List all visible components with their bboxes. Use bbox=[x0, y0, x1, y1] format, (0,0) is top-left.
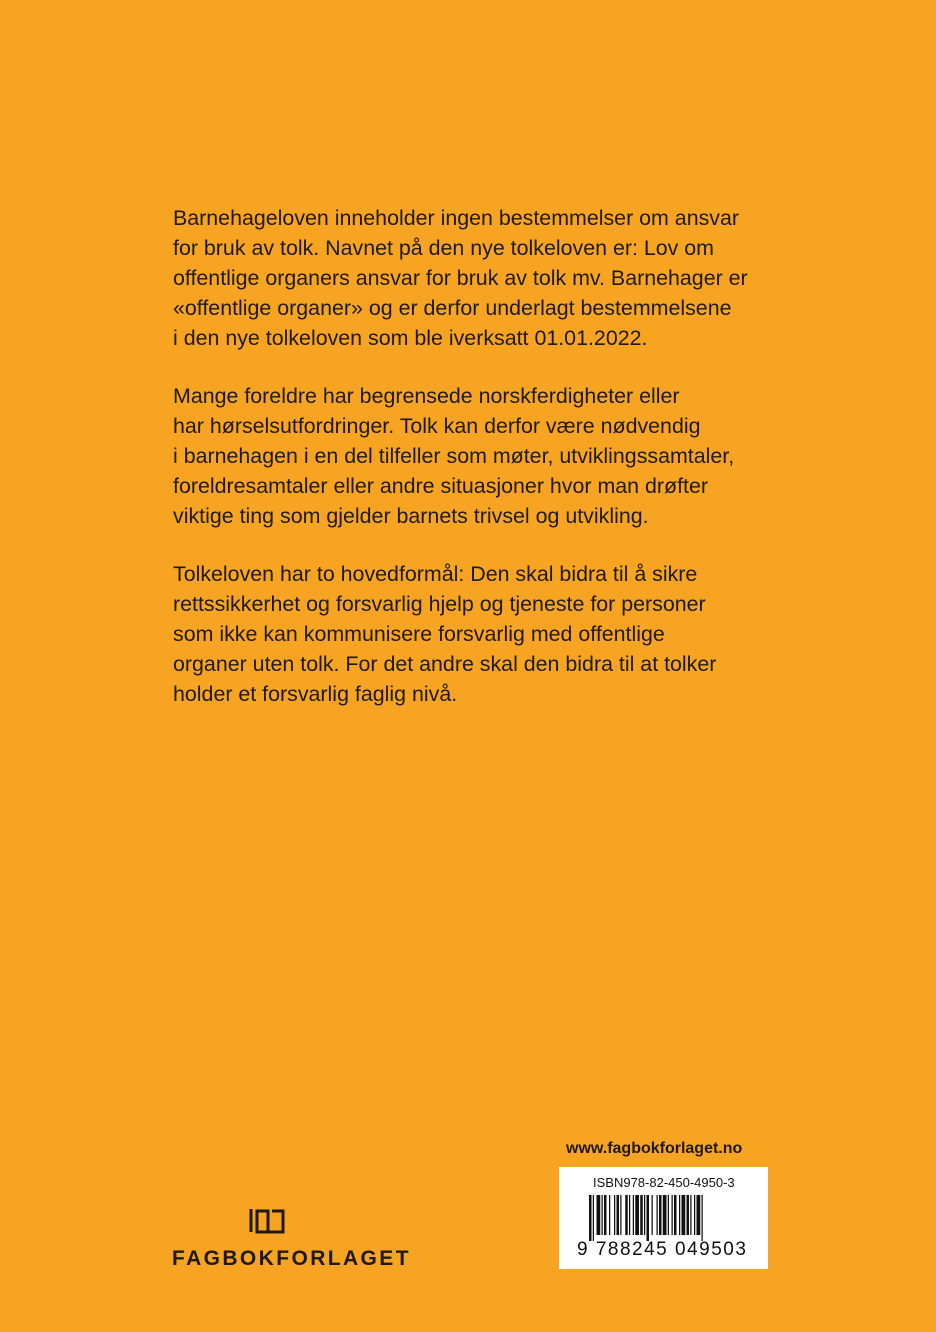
text-line: offentlige organers ansvar for bruk av tolk mv. Barnehager er bbox=[173, 266, 748, 290]
barcode-bar bbox=[604, 1195, 607, 1235]
barcode-bar bbox=[647, 1195, 650, 1241]
barcode-bar bbox=[674, 1195, 677, 1235]
publisher-name: FAGBOKFORLAGET bbox=[172, 1247, 411, 1270]
barcode-bar bbox=[657, 1195, 658, 1235]
barcode-bar bbox=[635, 1195, 639, 1235]
back-cover-text bbox=[173, 203, 813, 737]
barcode-bar bbox=[697, 1195, 701, 1235]
barcode-bar bbox=[672, 1195, 673, 1235]
barcode-bar bbox=[620, 1195, 621, 1235]
text-line: Tolkeloven har to hovedformål: Den skal bidra til å sikre bbox=[173, 562, 698, 586]
isbn-barcode bbox=[559, 1167, 768, 1269]
barcode-bar bbox=[659, 1195, 662, 1235]
barcode-bar bbox=[702, 1195, 703, 1241]
barcode-bar bbox=[694, 1195, 695, 1235]
barcode-bar bbox=[682, 1195, 686, 1235]
text-line: holder et forsvarlig faglig nivå. bbox=[173, 682, 458, 706]
barcode-digits: 9 788245 049503 bbox=[577, 1239, 748, 1260]
publisher-website[interactable]: www.fagbokforlaget.no bbox=[566, 1140, 743, 1157]
paragraph-3 bbox=[173, 559, 813, 709]
text-line: i barnehagen i en del tilfeller som møter, utviklingssamtaler, bbox=[173, 444, 735, 468]
barcode-bar bbox=[629, 1195, 630, 1235]
barcode-icon bbox=[589, 1195, 739, 1241]
text-line: som ikke kan kommunisere forsvarlig med offentlige bbox=[173, 622, 665, 646]
book-logo-icon bbox=[248, 1205, 288, 1235]
barcode-bar bbox=[687, 1195, 690, 1235]
barcode-bar bbox=[589, 1195, 592, 1241]
text-line: for bruk av tolk. Navnet på den nye tolkeloven er: Lov om bbox=[173, 236, 715, 260]
isbn-label: ISBN978-82-450-4950-3 bbox=[593, 1175, 735, 1190]
barcode-bar bbox=[690, 1195, 691, 1235]
barcode-bar bbox=[614, 1195, 615, 1235]
text-line: «offentlige organer» og er derfor underlagt bestemmelsene bbox=[173, 296, 732, 320]
text-line: i den nye tolkeloven som ble iverksatt 01.01.2022. bbox=[173, 326, 648, 350]
barcode-bar bbox=[593, 1195, 594, 1241]
barcode-bar bbox=[609, 1195, 610, 1235]
barcode-bar bbox=[640, 1195, 643, 1235]
barcode-bar bbox=[668, 1195, 669, 1235]
text-line: rettssikkerhet og forsvarlig hjelp og tjeneste for personer bbox=[173, 592, 706, 616]
text-line: Mange foreldre har begrensede norskferdigheter eller bbox=[173, 384, 680, 408]
text-line: foreldresamtaler eller andre situasjoner hvor man drøfter bbox=[173, 474, 708, 498]
text-line: Barnehageloven inneholder ingen bestemmelser om ansvar bbox=[173, 206, 740, 230]
text-line: viktige ting som gjelder barnets trivsel og utvikling. bbox=[173, 504, 649, 528]
barcode-bar bbox=[644, 1195, 645, 1235]
barcode-bar bbox=[663, 1195, 667, 1235]
barcode-bar bbox=[652, 1195, 653, 1235]
paragraph-1 bbox=[173, 203, 813, 353]
barcode-bar bbox=[625, 1195, 628, 1235]
barcode-bar bbox=[602, 1195, 603, 1235]
paragraph-2 bbox=[173, 381, 813, 531]
barcode-bar bbox=[679, 1195, 680, 1235]
barcode-bar bbox=[597, 1195, 601, 1235]
barcode-bar bbox=[633, 1195, 634, 1235]
text-line: har hørselsutfordringer. Tolk kan derfor være nødvendig bbox=[173, 414, 701, 438]
barcode-bar bbox=[617, 1195, 620, 1235]
text-line: organer uten tolk. For det andre skal den bidra til at tolker bbox=[173, 652, 717, 676]
